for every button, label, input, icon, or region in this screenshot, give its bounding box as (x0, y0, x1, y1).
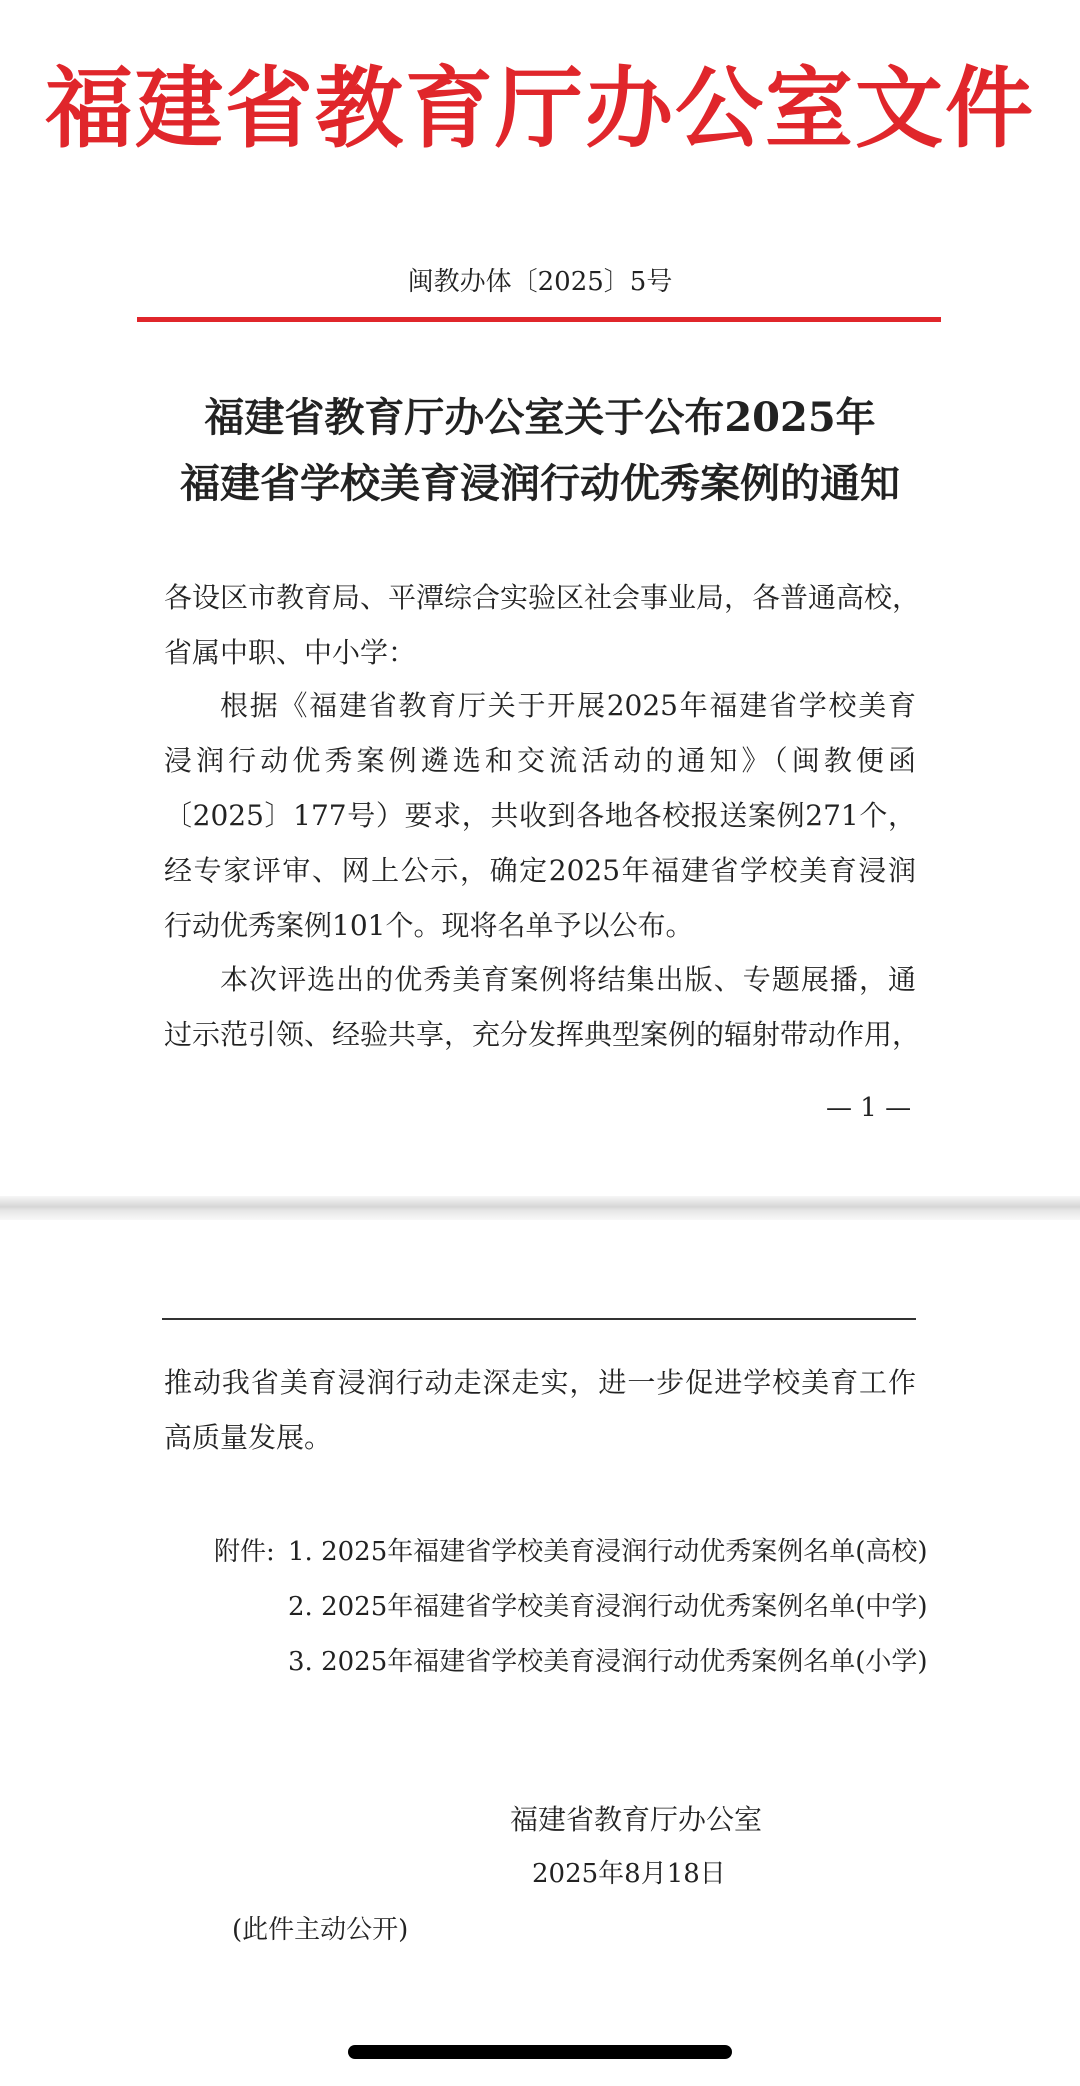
issuer-name: 福建省教育厅办公室 (510, 1803, 763, 1836)
attachments-label: 附件: (214, 1537, 275, 1567)
public-disclosure-note: (此件主动公开) (232, 1915, 409, 1945)
attachment-item-2: 2. 2025年福建省学校美育浸润行动优秀案例名单(中学) (288, 1592, 928, 1622)
paragraph-2-line-2: 过示范引领、经验共享，充分发挥典型案例的辐射带动作用， (164, 1018, 921, 1051)
page-number: — 1 — (826, 1093, 912, 1123)
paragraph-1-line-5: 行动优秀案例101个。现将名单予以公布。 (164, 909, 694, 942)
notice-title-line-1: 福建省教育厅办公室关于公布2025年 (204, 394, 876, 441)
issue-date: 2025年8月18日 (532, 1859, 726, 1889)
document-page-2 (0, 1220, 1080, 2086)
attachment-item-1: 1. 2025年福建省学校美育浸润行动优秀案例名单(高校) (288, 1537, 928, 1567)
paragraph-1-line-1: 根据《福建省教育厅关于开展2025年福建省学校美育 (220, 689, 916, 722)
attachment-item-3: 3. 2025年福建省学校美育浸润行动优秀案例名单(小学) (288, 1647, 928, 1677)
paragraph-1-line-2: 浸润行动优秀案例遴选和交流活动的通知》（闽教便函 (164, 744, 916, 777)
paragraph-1-line-3: 〔2025〕177号）要求，共收到各地各校报送案例271个， (164, 799, 916, 832)
document-number: 闽教办体〔2025〕5号 (407, 267, 673, 297)
continuation-line-2: 高质量发展。 (164, 1421, 333, 1454)
addressee-line-2: 省属中职、中小学： (164, 636, 417, 669)
page-separator (0, 1196, 1080, 1220)
page-top-rule (162, 1318, 916, 1320)
paragraph-1-line-4: 经专家评审、网上公示，确定2025年福建省学校美育浸润 (164, 854, 916, 887)
home-indicator-bar[interactable] (348, 2045, 732, 2059)
red-separator-line (137, 317, 941, 322)
notice-title-line-2: 福建省学校美育浸润行动优秀案例的通知 (180, 460, 900, 507)
paragraph-2-line-1: 本次评选出的优秀美育案例将结集出版、专题展播，通 (220, 963, 916, 996)
continuation-line-1: 推动我省美育浸润行动走深走实，进一步促进学校美育工作 (164, 1366, 916, 1399)
addressee-line-1: 各设区市教育局、平潭综合实验区社会事业局，各普通高校， (164, 581, 921, 614)
red-header-title: 福建省教育厅办公室文件 (44, 56, 1035, 160)
